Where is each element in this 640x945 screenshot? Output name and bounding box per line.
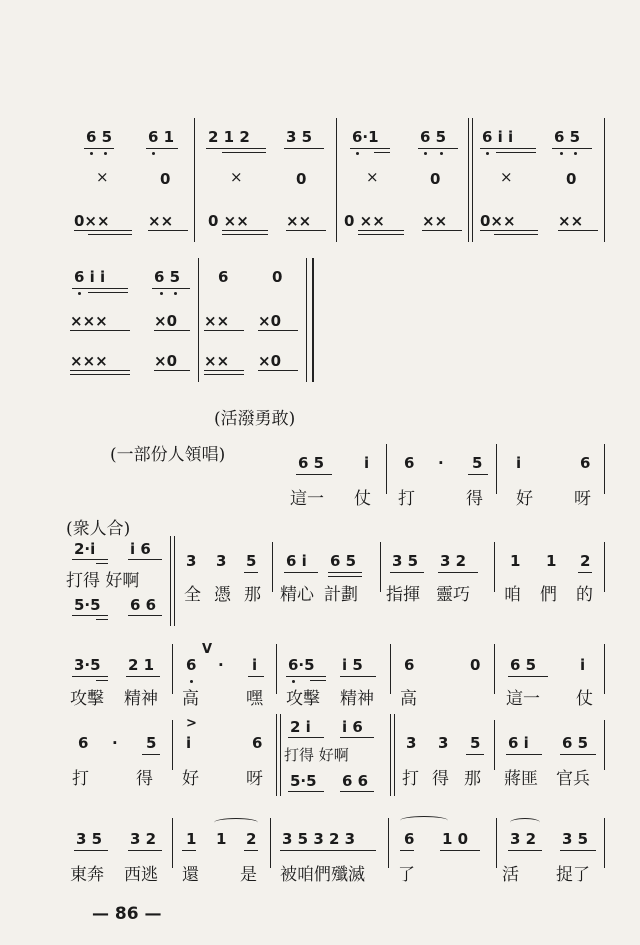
rhythm-rest: 0 (430, 170, 441, 188)
lyric: 仗 (576, 689, 593, 709)
rhythm-x: × (500, 168, 513, 186)
note: 5 (146, 734, 157, 752)
rhythm-rest: 0 (160, 170, 171, 188)
note: 1 (546, 552, 557, 570)
lyric: 西逃 (124, 865, 158, 885)
lyric: 好 (182, 769, 199, 789)
note-group: 6 6 (130, 596, 157, 614)
note-group: 6 1 (148, 128, 175, 146)
note-group: 6 5 (562, 734, 589, 752)
rhythm-pattern: ×0 (258, 352, 282, 370)
note-group: 6 5 (554, 128, 581, 146)
note-group: 6·1 (352, 128, 379, 146)
lyric: 被咱們殲滅 (280, 865, 365, 885)
note: i (580, 656, 586, 674)
lyric: 們 (540, 585, 557, 605)
lyric: 了 (398, 865, 415, 885)
lyric: 打 (398, 489, 415, 509)
lyric: 活 (502, 865, 519, 885)
lyric: 是 (240, 865, 257, 885)
lyric: 蔣匪 (504, 769, 538, 789)
note-group: 6 5 (298, 454, 325, 472)
rhythm-pattern: 0 ×× (344, 212, 385, 230)
lyric: 呀 (574, 489, 591, 509)
lyric: 捉了 (556, 865, 590, 885)
lyric: 嘿 (246, 689, 263, 709)
note: i (364, 454, 370, 472)
note-group: 6·5 (288, 656, 315, 674)
lyric: 攻擊 (286, 689, 320, 709)
rhythm-pattern: ×0 (258, 312, 282, 330)
rhythm-rest: 0 (566, 170, 577, 188)
note: 6 (580, 454, 591, 472)
note-group: 6 5 (330, 552, 357, 570)
lyric: 憑 (214, 585, 231, 605)
lyric: 的 (576, 585, 593, 605)
note-group: i 6 (342, 718, 363, 736)
note-group: 2 1 (128, 656, 155, 674)
note: 6 (252, 734, 263, 752)
note: 1 (186, 830, 197, 848)
lyric: 還 (182, 865, 199, 885)
rhythm-pattern: ××× (70, 352, 108, 370)
note: 3 (438, 734, 449, 752)
note-dot: · (438, 454, 444, 472)
note-group: i 5 (342, 656, 363, 674)
lyric: 東奔 (70, 865, 104, 885)
lyric: 那 (244, 585, 261, 605)
rhythm-pattern: 0×× (480, 212, 516, 230)
note-group: 6 i i (482, 128, 514, 146)
note-group: 2 1 2 (208, 128, 250, 146)
lyric: 精神 (124, 689, 158, 709)
note-group: 6 i (286, 552, 307, 570)
part-marking: (一部份人領唱) (110, 445, 226, 465)
lyric: 打 (402, 769, 419, 789)
rhythm-pattern: ×× (422, 212, 448, 230)
note: 1 (216, 830, 227, 848)
note-group: 3 5 (392, 552, 419, 570)
lyric: 全 (184, 585, 201, 605)
note: 2 (246, 830, 257, 848)
rhythm-pattern: ×× (204, 312, 230, 330)
note-group: 3 5 (286, 128, 313, 146)
page-number: — 86 — (92, 904, 162, 924)
lyric: 攻擊 (70, 689, 104, 709)
lyric: 打得 好啊 (284, 746, 349, 764)
note: 6 (404, 830, 415, 848)
note-group: 6 5 (420, 128, 447, 146)
lyric: 得 (466, 489, 483, 509)
rhythm-x: × (230, 168, 243, 186)
lyric: 仗 (354, 489, 371, 509)
lyric: 指揮 (386, 585, 420, 605)
note: 5 (472, 454, 483, 472)
rhythm-pattern: ×0 (154, 312, 178, 330)
part-marking: (衆人合) (66, 519, 131, 539)
lyric: 呀 (246, 769, 263, 789)
note-group: 6 5 (86, 128, 113, 146)
note-group: 3 2 (130, 830, 157, 848)
note: i (186, 734, 192, 752)
note: 3 (216, 552, 227, 570)
note-group: i 6 (130, 540, 151, 558)
lyric: 好 (516, 489, 533, 509)
note-group: 2 i (290, 718, 311, 736)
lyric: 這一 (290, 489, 324, 509)
note-group: 6 5 (154, 268, 181, 286)
lyric: 精神 (340, 689, 374, 709)
note-group: 3 5 (76, 830, 103, 848)
lyric: 打得 好啊 (66, 571, 140, 591)
breath-mark: V (202, 642, 213, 657)
rhythm-pattern: ×0 (154, 352, 178, 370)
lyric: 打 (72, 769, 89, 789)
rhythm-pattern: ×× (286, 212, 312, 230)
note: 5 (246, 552, 257, 570)
note-group: 3 2 (510, 830, 537, 848)
lyric: 計劃 (324, 585, 358, 605)
note: i (252, 656, 258, 674)
note: 6 (78, 734, 89, 752)
note-rest: 0 (272, 268, 283, 286)
note: 3 (186, 552, 197, 570)
note: 6 (186, 656, 197, 674)
lyric: 咱 (504, 585, 521, 605)
accent-mark: > (186, 716, 197, 731)
lyric: 高 (182, 689, 199, 709)
note-dot: · (218, 656, 224, 674)
note: 3 (406, 734, 417, 752)
rhythm-x: × (96, 168, 109, 186)
note-group: 3 5 3 2 3 (282, 830, 356, 848)
lyric: 那 (464, 769, 481, 789)
rhythm-pattern: ××× (70, 312, 108, 330)
note-group: 5·5 (74, 596, 101, 614)
lyric: 精心 (280, 585, 314, 605)
note-group: 3·5 (74, 656, 101, 674)
note: 6 (404, 454, 415, 472)
lyric: 得 (136, 769, 153, 789)
lyric: 這一 (506, 689, 540, 709)
note: 5 (470, 734, 481, 752)
rhythm-pattern: ×× (204, 352, 230, 370)
note-group: 2·i (74, 540, 96, 558)
rhythm-rest: 0 (296, 170, 307, 188)
lyric: 官兵 (556, 769, 590, 789)
note-group: 5·5 (290, 772, 317, 790)
rhythm-pattern: 0×× (74, 212, 110, 230)
note-group: 3 5 (562, 830, 589, 848)
note-rest: 0 (470, 656, 481, 674)
tempo-marking: (活潑勇敢) (214, 409, 296, 429)
rhythm-pattern: ×× (148, 212, 174, 230)
note: 1 (510, 552, 521, 570)
note-group: 6 5 (510, 656, 537, 674)
note-group: 1 0 (442, 830, 469, 848)
note-dot: · (112, 734, 118, 752)
note: 6 (404, 656, 415, 674)
lyric: 靈巧 (436, 585, 470, 605)
note-group: 6 6 (342, 772, 369, 790)
lyric: 高 (400, 689, 417, 709)
note: i (516, 454, 522, 472)
rhythm-x: × (366, 168, 379, 186)
note: 6 (218, 268, 229, 286)
note: 2 (580, 552, 591, 570)
lyric: 得 (432, 769, 449, 789)
note-group: 3 2 (440, 552, 467, 570)
rhythm-pattern: 0 ×× (208, 212, 249, 230)
rhythm-pattern: ×× (558, 212, 584, 230)
note-group: 6 i i (74, 268, 106, 286)
note-group: 6 i (508, 734, 529, 752)
